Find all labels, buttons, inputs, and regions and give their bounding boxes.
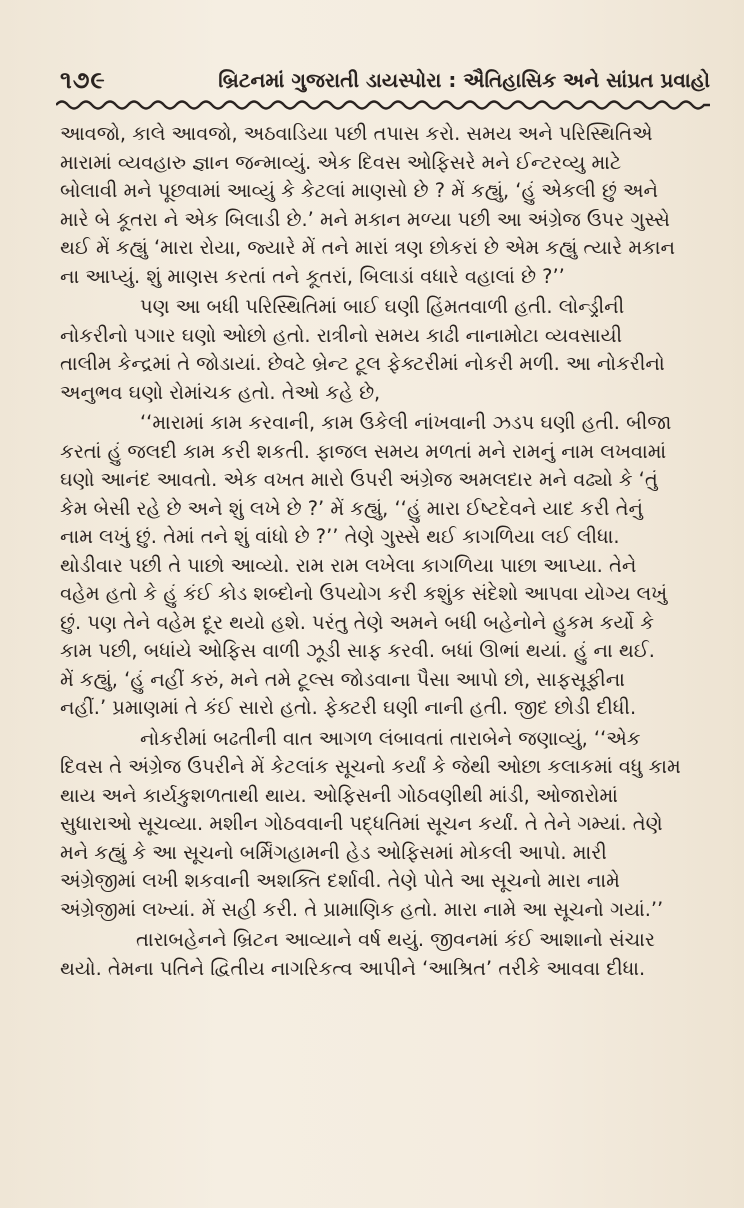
page-number: ૧૭૯ xyxy=(60,66,106,94)
paragraph-4 xyxy=(60,725,710,925)
paragraph-2 xyxy=(60,293,710,407)
text-line: અનુભવ ઘણો રોમાંચક હતો. તેઓ કહે છે, xyxy=(60,380,381,404)
text-line: અંગ્રેજીમાં લખી શકવાની અશક્તિ દર્શાવી. તેણે પોતે આ સૂચનો મારા નામે xyxy=(60,869,620,892)
text-line: તારાબહેનને બ્રિટન આવ્યાને વર્ષ થયું. જીવનમાં કંઈ આશાનો સંચાર xyxy=(136,928,655,951)
text-line: સુધારાઓ સૂચવ્યા. મશીન ગોઠવવાની પદ્ધતિમાં સૂચન કર્યાં. તે તેને ગમ્યાં. તેણે xyxy=(60,812,663,835)
text-line: છું. પણ તેને વહેમ દૂર થયો હશે. પરંતુ તેણે અમને બધી બહેનોને હુકમ કર્યો કે xyxy=(60,610,654,634)
text-line: મારે બે કૂતરા ને એક બિલાડી છે.’ મને મકાન મળ્યા પછી આ અંગ્રેજ ઉપર ગુસ્સે xyxy=(60,207,670,231)
text-line: મને કહ્યું કે આ સૂચનો બર્મિંગહામની હેડ ઓફિસમાં મોકલી આપો. મારી xyxy=(60,840,607,864)
text-line: થોડીવાર પછી તે પાછો આવ્યો. રામ રામ લખેલા કાગળિયા પાછા આપ્યા. તેને xyxy=(60,553,637,577)
text-line: નોકરીનો પગાર ઘણો ઓછો હતો. રાત્રીનો સમય કાઢી નાનામોટા વ્યવસાયી xyxy=(60,323,623,347)
text-line: પણ આ બધી પરિસ્થિતિમાં બાઈ ઘણી હિંમતવાળી હતી. લોન્ડ્રીની xyxy=(140,295,625,318)
page-header xyxy=(60,62,710,102)
paragraph-3-quote xyxy=(60,409,710,723)
text-line: કામ પછી, બધાંયે ઓફિસ વાળી ઝૂડી સાફ કરવી. બધાં ઊભાં થયાં. હું ના થઈ. xyxy=(60,639,655,662)
text-line: વહેમ હતો કે હું કંઈ કોડ શબ્દોનો ઉપયોગ કરી કશુંક સંદેશો આપવા યોગ્ય લખું xyxy=(60,582,668,605)
text-line: ઘણો આનંદ આવતો. એક વખત મારો ઉપરી અંગ્રેજ અમલદાર મને વઢ્યો કે ‘તું xyxy=(60,468,658,491)
wavy-divider xyxy=(56,98,710,112)
text-line: નામ લખું છું. તેમાં તને શું વાંધો છે ?’’ તેણે ગુસ્સે થઈ કાગળિયા લઈ લીધા. xyxy=(60,525,620,548)
running-title: બ્રિટનમાં ગુજરાતી ડાયસ્પોરા : ઐતિહાસિક અને સાંપ્રત પ્રવાહો xyxy=(218,68,710,92)
text-line: આવજો, કાલે આવજો, અઠવાડિયા પછી તપાસ કરો. સમય અને પરિસ્થિતિએ xyxy=(60,122,653,145)
paragraph-5 xyxy=(60,926,710,983)
text-line: કેમ બેસી રહે છે અને શું લખે છે ?’ મેં કહ્યું, ‘‘હું મારા ઈષ્ટદેવને યાદ કરી તેનું xyxy=(60,496,643,520)
text-line: દિવસ તે અંગ્રેજ ઉપરીને મેં કેટલાંક સૂચનો કર્યાં કે જેથી ઓછા કલાકમાં વધુ કામ xyxy=(60,755,681,778)
paragraph-1 xyxy=(60,120,710,291)
text-line: નહીં.’ પ્રમાણમાં તે કંઈ સારો હતો. ફેક્ટરી ઘણી નાની હતી. જીદ છોડી દીધી. xyxy=(60,696,637,719)
text-line: બોલાવી મને પૂછવામાં આવ્યું કે કેટલાં માણસો છે ? મેં કહ્યું, ‘હું એકલી છું અને xyxy=(60,179,658,202)
text-line: ‘‘મારામાં કામ કરવાની, કામ ઉકેલી નાંખવાની ઝડપ ઘણી હતી. બીજા xyxy=(140,411,672,434)
body-text xyxy=(60,120,710,985)
text-line: અંગ્રેજીમાં લખ્યાં. મેં સહી કરી. તે પ્રામાણિક હતો. મારા નામે આ સૂચનો ગયાં.’’ xyxy=(60,897,664,921)
text-line: ના આપ્યું. શું માણસ કરતાં તને કૂતરાં, બિલાડાં વધારે વહાલાં છે ?’’ xyxy=(60,264,565,288)
text-line: થાય અને કાર્યકુશળતાથી થાય. ઓફિસની ગોઠવણીથી માંડી, ઓજારોમાં xyxy=(60,783,618,807)
text-line: કરતાં હું જલદી કામ કરી શકતી. ફાજલ સમય મળતાં મને રામનું નામ લખવામાં xyxy=(60,439,667,463)
text-line: થઈ મેં કહ્યું ‘મારા રોયા, જ્યારે મેં તને મારાં ત્રણ છોકરાં છે એમ કહ્યું ત્યારે મકાન xyxy=(60,236,675,259)
text-line: નોકરીમાં બઢતીની વાત આગળ લંબાવતાં તારાબેને જણાવ્યું, ‘‘એક xyxy=(140,726,641,750)
text-line: મારામાં વ્યવહારુ જ્ઞાન જન્માવ્યું. એક દિવસ ઓફિસરે મને ઈન્ટરવ્યુ માટે xyxy=(60,150,622,174)
text-line: મેં કહ્યું, ‘હું નહીં કરું, મને તમે ટૂલ્સ જોડવાના પૈસા આપો છો, સાફસૂફીના xyxy=(60,667,625,691)
text-line: તાલીમ કેન્દ્રમાં તે જોડાયાં. છેવટે બ્રેન્ટ ટૂલ ફેક્ટરીમાં નોકરી મળી. આ નોકરીનો xyxy=(60,352,665,375)
text-line: થયો. તેમના પતિને દ્વિતીય નાગરિકત્વ આપીને ‘આશ્રિત’ તરીકે આવવા દીધા. xyxy=(60,956,646,980)
